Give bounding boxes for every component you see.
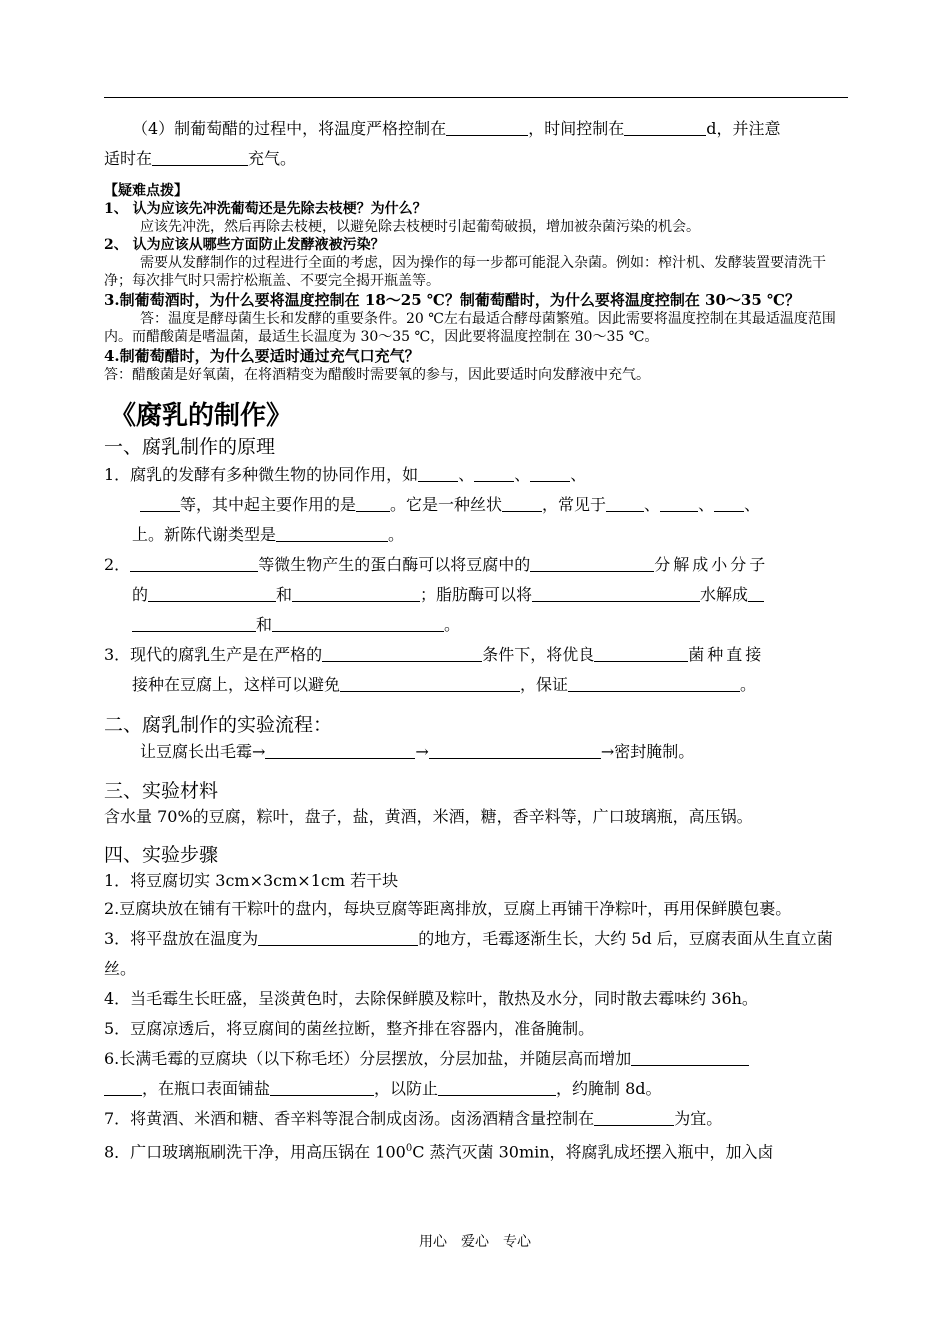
sec4-step4: 4．当毛霉生长旺盛，呈淡黄色时，去除保鲜膜及粽叶，散热及水分，同时散去霉味约 36h。 (104, 989, 758, 1008)
blank (714, 495, 744, 512)
question-1: 1、 认为应该先冲洗葡萄还是先除去枝梗？为什么？ (104, 201, 427, 217)
sec1-line1: 1．腐乳的发酵有多种微生物的协同作用，如 、 、 、 (104, 465, 587, 484)
blank (292, 585, 420, 602)
blank (140, 495, 180, 512)
page-footer: 用心 爱心 专心 (419, 1234, 531, 1250)
sec1-line7: 3．现代的腐乳生产是在严格的 条件下，将优良 菌种直接 (104, 645, 765, 664)
sec4-step2: 2.豆腐块放在铺有干粽叶的盘内，每块豆腐等距离排放，豆腐上再铺干净粽叶，再用保鲜膜包裹。 (104, 899, 792, 918)
question-2: 2、 认为应该从哪些方面防止发酵液被污染？ (104, 237, 385, 253)
sec2-flow: 让豆腐长出毛霉→ → →密封腌制。 (140, 742, 695, 761)
blank (132, 615, 256, 632)
blank (270, 1079, 374, 1096)
sec1-line4: 2． 等微生物产生的蛋白酶可以将豆腐中的 分解成小分子 (104, 555, 769, 574)
blank (568, 675, 740, 692)
blank (594, 1109, 674, 1126)
blank (152, 149, 248, 166)
blank (594, 645, 688, 662)
blank (104, 1079, 142, 1096)
answer-3: 答：温度是酵母菌生长和发酵的重要条件。20 ℃左右最适合酵母菌繁殖。因此需要将温度控制在其最适温度范围内。而醋酸菌是嗜温菌，最适生长温度为 30～35 ℃，因此要将温度控制在 30～35 ℃。 (104, 311, 836, 345)
question-3: 3.制葡萄酒时，为什么要将温度控制在 18～25 ℃？制葡萄醋时，为什么要将温度控制在 30～35 ℃？ (104, 291, 800, 309)
blank (429, 742, 601, 759)
answer-1: 应该先冲洗，然后再除去枝梗，以避免除去枝梗时引起葡萄破损，增加被杂菌污染的机会。 (140, 219, 700, 235)
blank (276, 525, 388, 542)
answer-4: 答：醋酸菌是好氧菌，在将酒精变为醋酸时需要氧的参与，因此要适时向发酵液中充气。 (104, 367, 650, 383)
sec1-line5: 的 和 ；脂肪酶可以将 水解成 (104, 580, 848, 610)
blank (265, 742, 415, 759)
sec3-heading: 三、实验材料 (104, 780, 219, 802)
document-content (104, 114, 848, 1167)
sec4-step8: 8．广口玻璃瓶刷洗干净，用高压锅在 $100^0C$ 蒸汽灭菌 30min，将腐乳成坯摆入瓶中，加入卤 (104, 1142, 774, 1162)
answer-2: 需要从发酵制作的过程进行全面的考虑，因为操作的每一步都可能混入杂菌。例如：榨汁机、发酵装置要清洗干净；每次排气时只需拧松瓶盖、不要完全揭开瓶盖等。 (104, 255, 826, 289)
question-4: 4.制葡萄醋时，为什么要适时通过充气口充气？ (104, 347, 420, 365)
section-title: 《腐乳的制作》 (110, 401, 293, 431)
blank (258, 929, 418, 946)
tips-header: 【疑难点拨】 (104, 183, 188, 199)
blank (532, 585, 700, 602)
sec4-step1: 1．将豆腐切实 3cm×3cm×1cm 若干块 (104, 871, 399, 890)
blank (438, 1079, 556, 1096)
blank (130, 555, 258, 572)
header-rule (104, 97, 848, 98)
blank (340, 675, 520, 692)
sec3-text: 含水量 70%的豆腐，粽叶，盘子，盐，黄酒，米酒，糖，香辛料等，广口玻璃瓶，高压锅。 (104, 807, 753, 826)
blank (474, 465, 514, 482)
blank (660, 495, 698, 512)
blank (624, 119, 706, 136)
sec1-line8: 接种在豆腐上，这样可以避免 ，保证 。 (132, 675, 757, 694)
blank (272, 615, 444, 632)
blank (530, 465, 570, 482)
blank (530, 555, 654, 572)
sec4-step3: 3．将平盘放在温度为 的地方，毛霉逐渐生长，大约 5d 后，豆腐表面从生直立菌丝。 (104, 929, 833, 978)
blank (631, 1049, 749, 1066)
blank (322, 645, 482, 662)
sec1-heading: 一、腐乳制作的原理 (104, 436, 276, 458)
sec1-line6: 和 。 (104, 610, 848, 640)
step4-line1: （4）制葡萄醋的过程中，将温度严格控制在 ，时间控制在 d，并注意 (132, 119, 781, 138)
blank (148, 585, 276, 602)
blank (606, 495, 644, 512)
sec4-step6: 6.长满毛霉的豆腐块（以下称毛坯）分层摆放，分层加盐，并随层高而增加 ，在瓶口表面铺盐 ，以防止 ，约腌制 8d。 (104, 1044, 848, 1104)
sec4-step7: 7．将黄酒、米酒和糖、香辛料等混合制成卤汤。卤汤酒精含量控制在 为宜。 (104, 1109, 723, 1128)
blank (418, 465, 458, 482)
sec4-step5: 5．豆腐凉透后，将豆腐间的菌丝拉断，整齐排在容器内，准备腌制。 (104, 1019, 595, 1038)
blank (446, 119, 528, 136)
sec2-heading: 二、腐乳制作的实验流程： (104, 714, 333, 736)
sec1-line3: 上。新陈代谢类型是 。 (132, 525, 405, 544)
blank (502, 495, 542, 512)
sec4-heading: 四、实验步骤 (104, 844, 219, 866)
blank (356, 495, 390, 512)
sec1-line2: 等，其中起主要作用的是 。它是一种丝状 ，常见于 、 、 、 (104, 490, 848, 520)
blank (748, 585, 764, 602)
step4-line2: 适时在 充气。 (104, 149, 297, 168)
